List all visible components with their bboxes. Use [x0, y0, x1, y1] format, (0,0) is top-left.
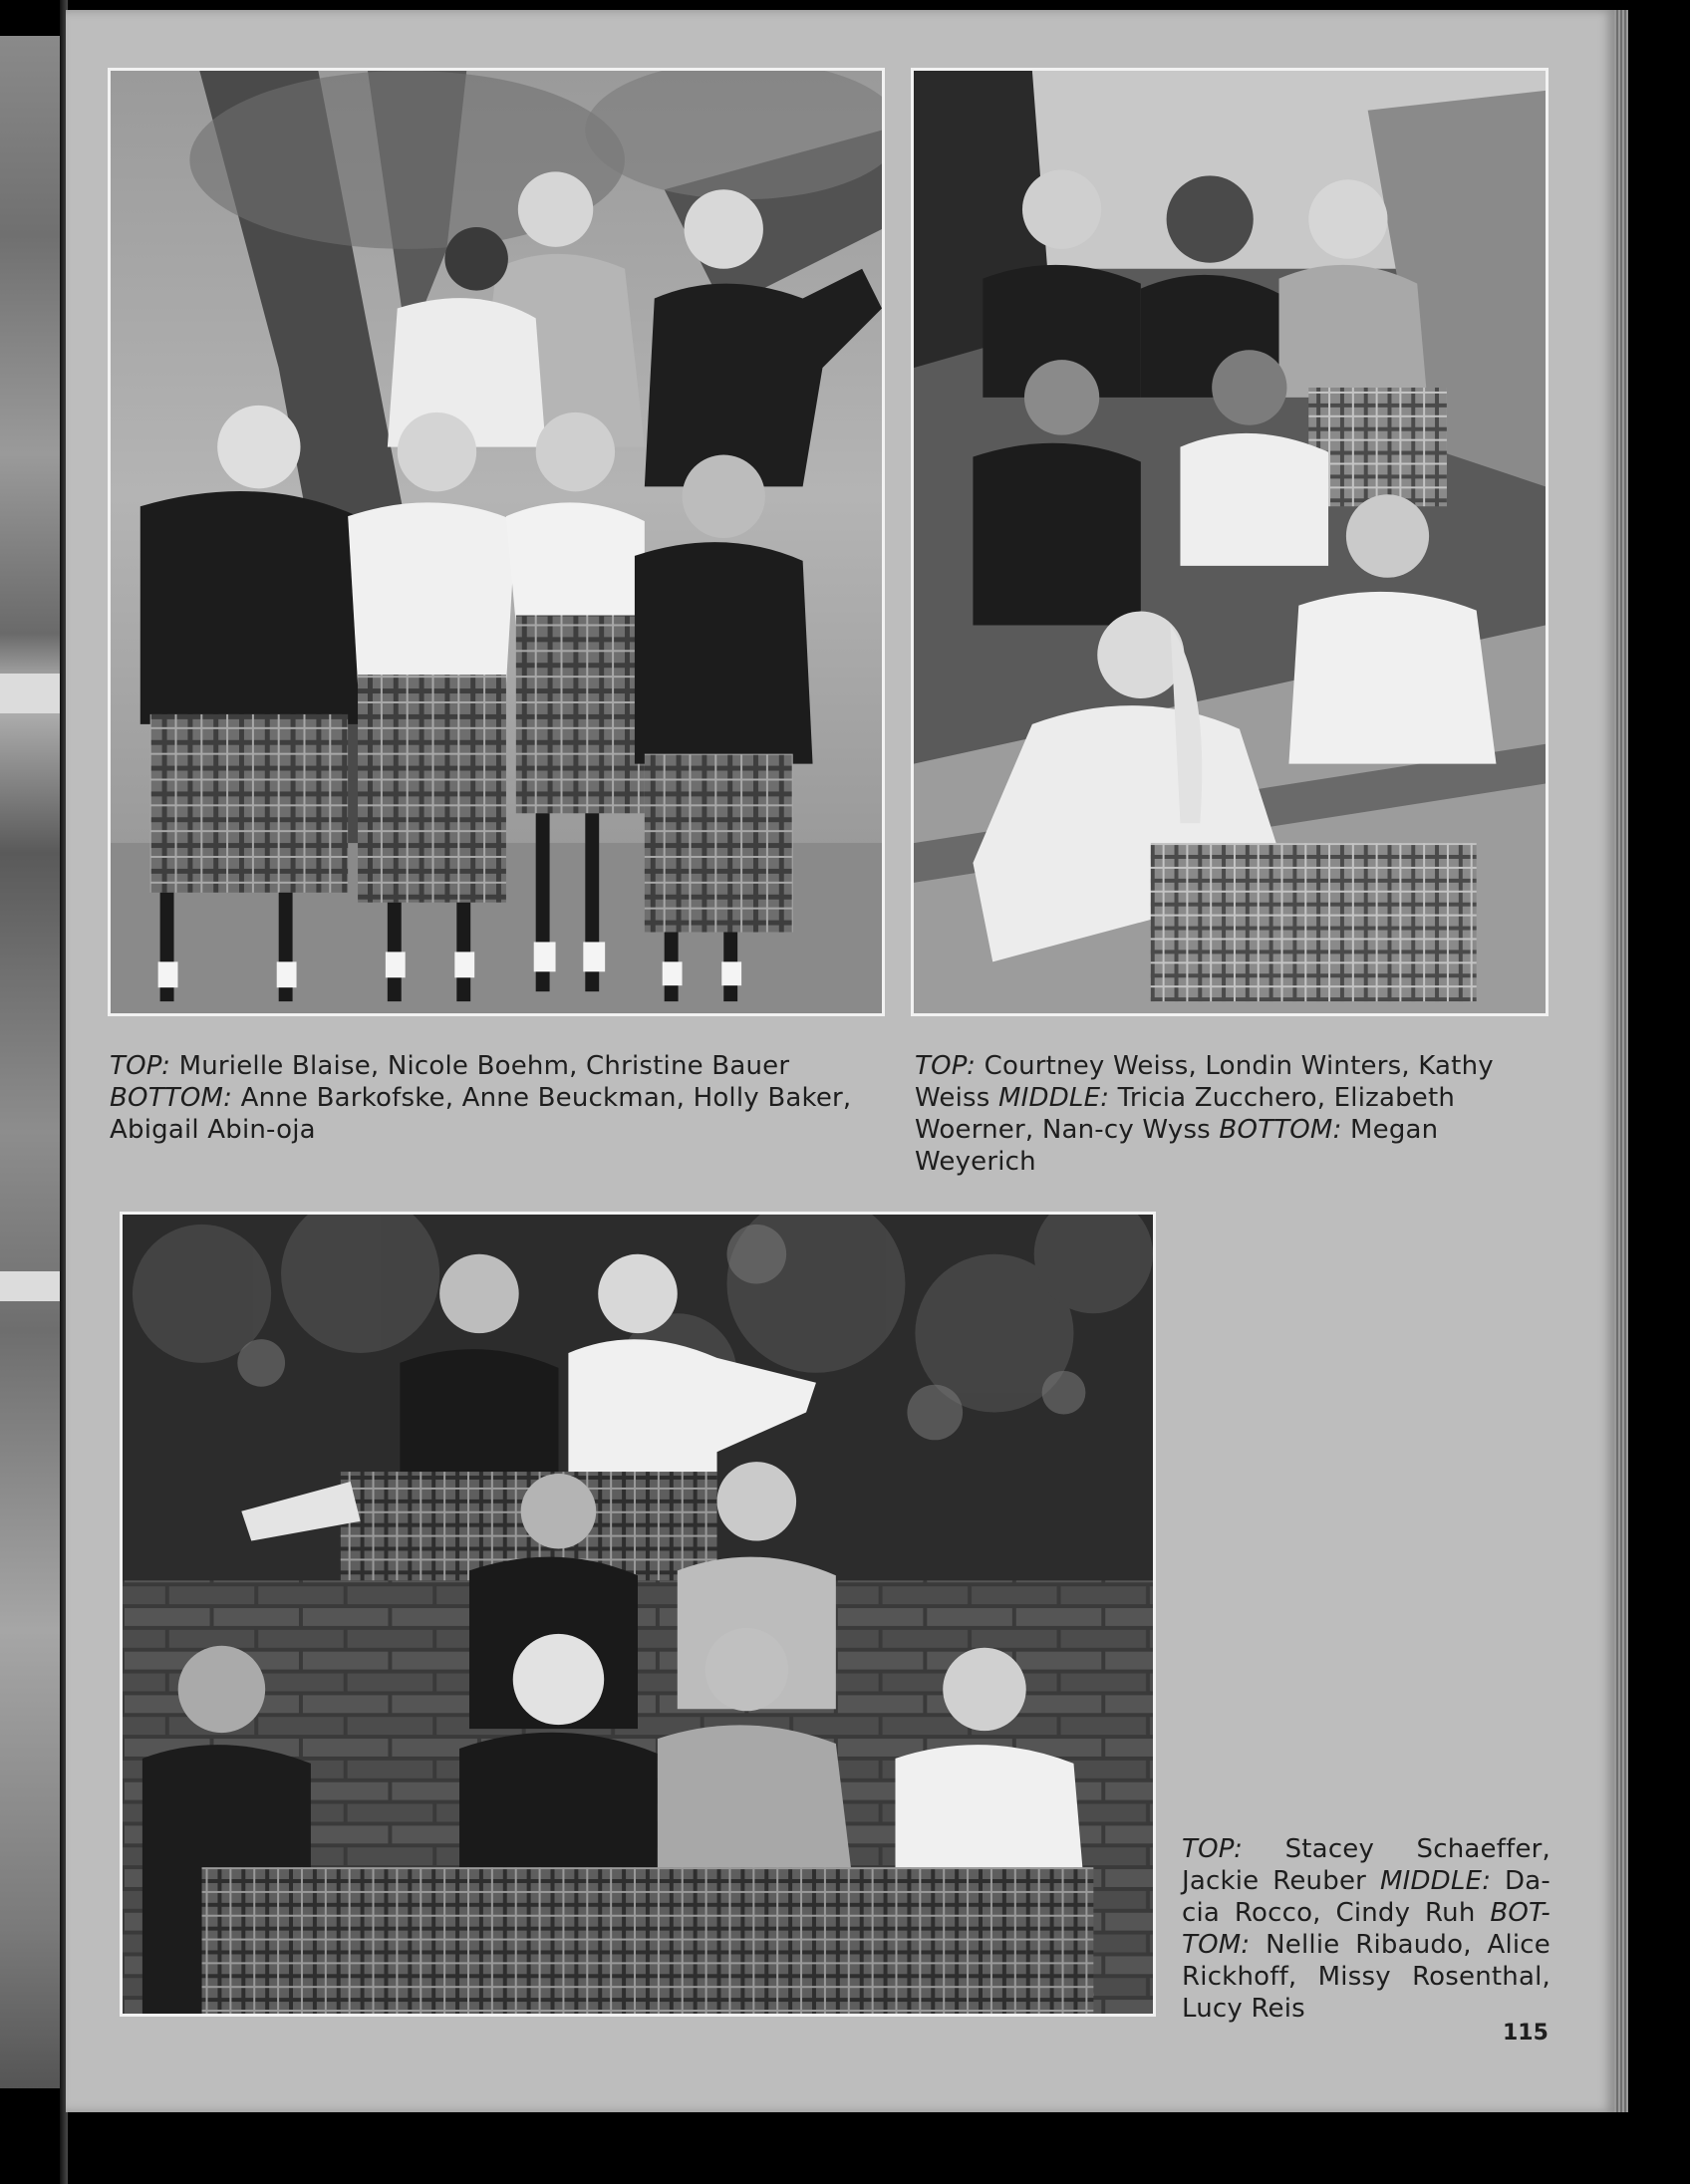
- caption-bottom: [1182, 1833, 1550, 2025]
- caption-label: BOTTOM:: [110, 1083, 233, 1113]
- caption-label: MIDDLE:: [997, 1083, 1110, 1113]
- caption-names: Nellie Ribaudo, Alice Rickhoff, Missy Rosenthal, Lucy Reis: [1182, 1930, 1550, 2024]
- caption-top-left: [110, 1050, 887, 1146]
- facing-page-stripe: [0, 1271, 60, 1301]
- caption-names: Murielle Blaise, Nicole Boehm, Christine Bauer: [170, 1051, 790, 1081]
- caption-names: Anne Barkofske, Anne Beuckman, Holly Baker, Abigail Abin-oja: [110, 1083, 852, 1145]
- caption-names: Tricia Zucchero, Elizabeth Woerner, Nan-cy Wyss: [915, 1083, 1456, 1145]
- page-number: 115: [1503, 2021, 1549, 2046]
- caption-names: Courtney Weiss, Londin Winters, Kathy Weiss: [915, 1051, 1494, 1113]
- class-photo-stone-wall: [911, 68, 1549, 1016]
- facing-page-stripe: [0, 674, 60, 713]
- page-stack-edge: [1614, 10, 1628, 2112]
- caption-label: BOTTOM:: [1219, 1115, 1342, 1145]
- class-photo-tree: [108, 68, 885, 1016]
- caption-label: BOT-TOM:: [1182, 1898, 1550, 1960]
- caption-label: MIDDLE:: [1379, 1866, 1492, 1896]
- caption-label: TOP:: [915, 1051, 977, 1081]
- caption-label: TOP:: [110, 1051, 171, 1081]
- class-photo-brick-wall: [120, 1212, 1156, 2017]
- caption-label: TOP:: [1182, 1834, 1244, 1864]
- caption-names: Da-cia Rocco, Cindy Ruh: [1182, 1866, 1550, 1928]
- caption-top-right: [915, 1050, 1552, 1178]
- caption-names: Stacey Schaeffer, Jackie Reuber: [1182, 1834, 1550, 1896]
- facing-page-edge: [0, 36, 60, 2088]
- caption-names: Megan Weyerich: [915, 1115, 1439, 1177]
